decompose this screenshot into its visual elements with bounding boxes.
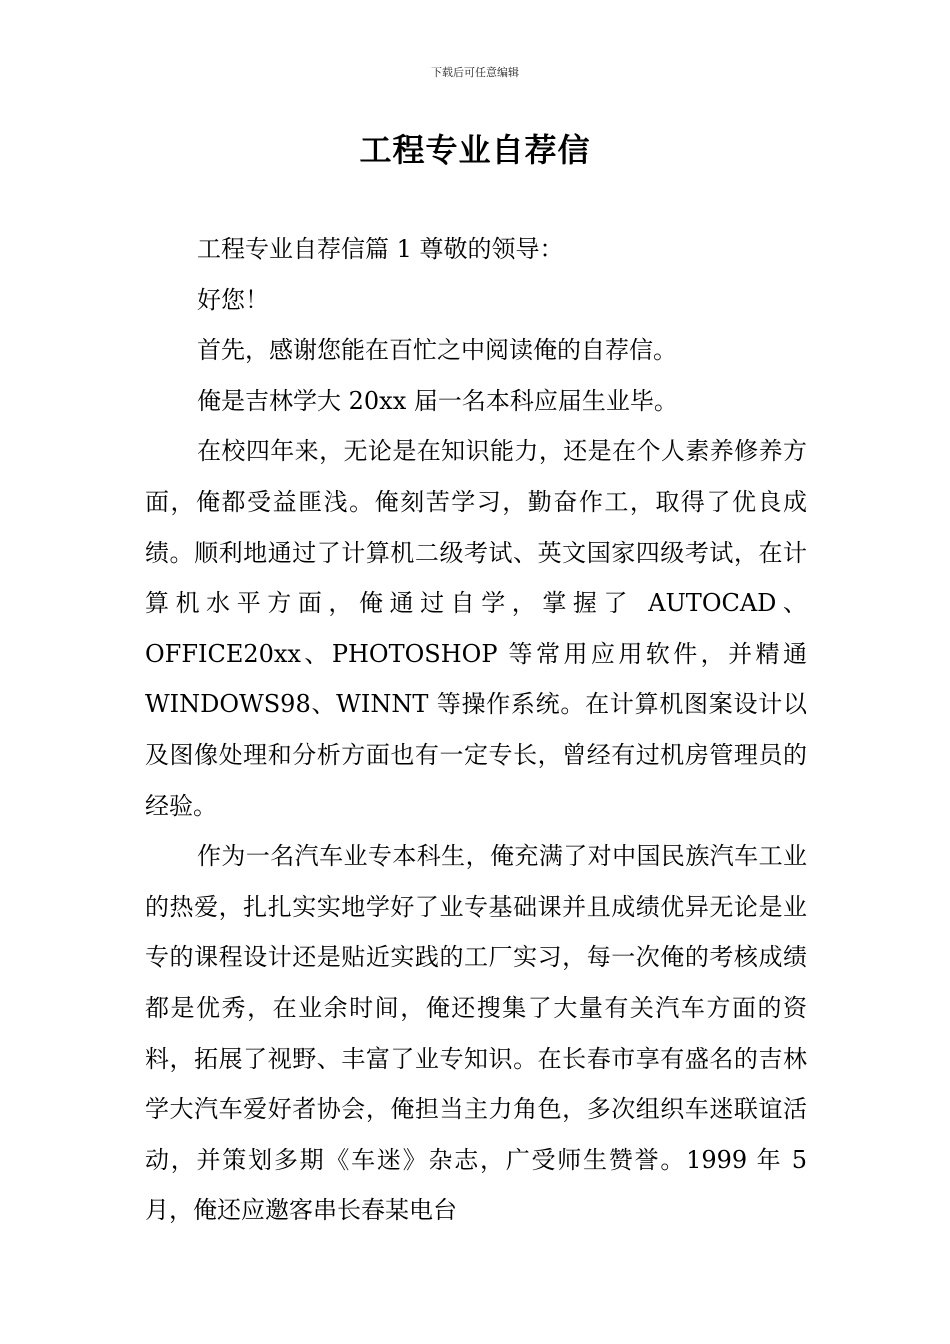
- experience-paragraph: 作为一名汽车业专本科生，俺充满了对中国民族汽车工业的热爱，扎扎实实地学好了业专基础课并且成绩优异无论是业专的课程设计还是贴近实践的工厂实习，每一次俺的考核成绩都是优秀，在业余时间，俺还搜集了大量有关汽车方面的资料，拓展了视野、丰富了业专知识。在长春市享有盛名的吉林学大汽车爱好者协会，俺担当主力角色，多次组织车迷联谊活动，并策划多期《车迷》杂志，广受师生赞誉。1999 年 5 月，俺还应邀客串长春某电台: [145, 842, 807, 1225]
- intro-paragraph: 首先，感谢您能在百忙之中阅读俺的自荐信。: [197, 336, 677, 365]
- identity-paragraph: 俺是吉林学大 20xx 届一名本科应届生业毕。: [197, 386, 678, 415]
- salutation-line: 好您！: [197, 285, 269, 314]
- header-note: 下载后可任意编辑: [431, 66, 519, 79]
- study-paragraph: 在校四年来，无论是在知识能力，还是在个人素养修养方面，俺都受益匪浅。俺刻苦学习，勤奋作工，取得了优良成绩。顺利地通过了计算机二级考试、英文国家四级考试，在计算机水平方面，俺通过自学，掌握了 AUTOCAD、OFFICE20xx、PHOTOSHOP 等常用应用软件，并精通 WINDOWS98、WINNT 等操作系统。在计算机图案设计以及图像处理和分析方面也有一定专长，曾经有过机房管理员的经验。: [145, 437, 807, 820]
- document-title: 工程专业自荐信: [359, 131, 591, 169]
- greeting-line: 工程专业自荐信篇 1 尊敬的领导：: [197, 235, 564, 263]
- letter-body: [145, 224, 807, 1236]
